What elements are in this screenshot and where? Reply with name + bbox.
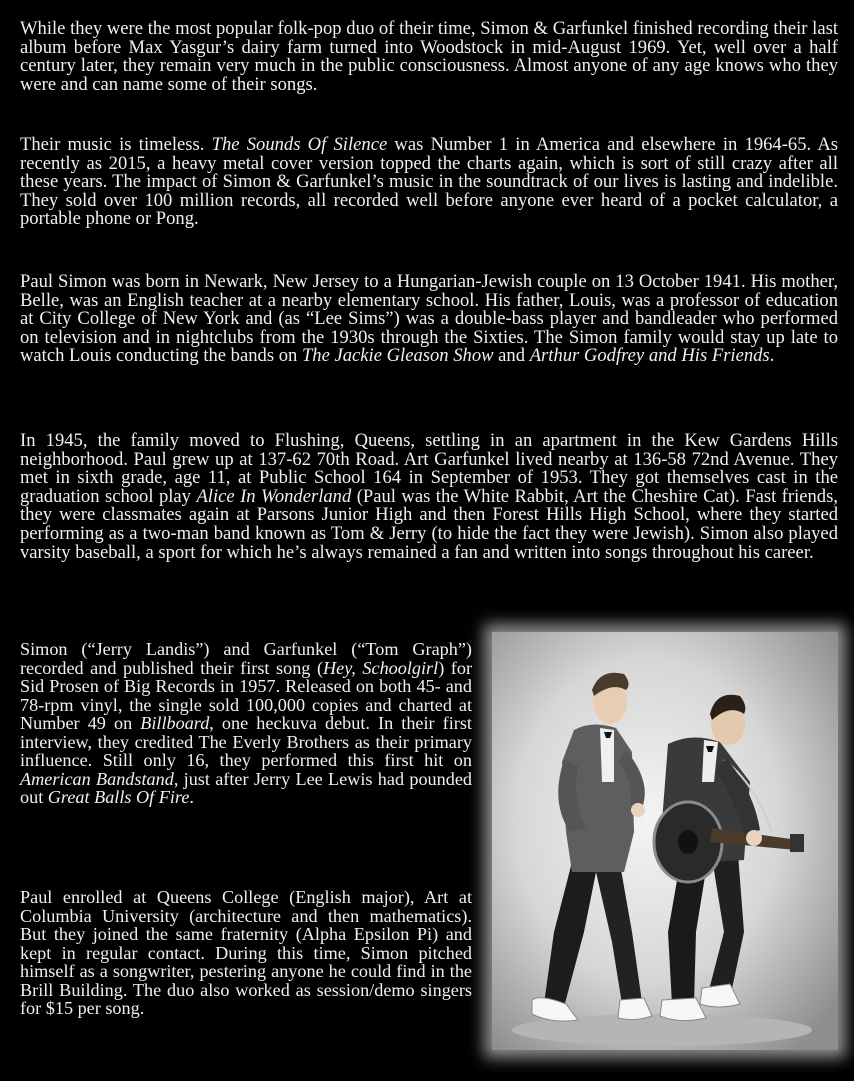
show-title-american-bandstand: American Bandstand (20, 768, 174, 789)
play-title-alice-in-wonderland: Alice In Wonderland (196, 485, 352, 507)
song-title-great-balls-of-fire: Great Balls Of Fire (47, 787, 190, 807)
song-title-hey-schoolgirl: Hey, Schoolgirl (323, 657, 439, 678)
show-title-jackie-gleason: The Jackie Gleason Show (301, 345, 494, 367)
paragraph-first-song (20, 640, 472, 807)
paragraph-queens-childhood (20, 432, 838, 562)
paragraph-text: . (189, 787, 194, 807)
paragraph-text: (Paul was the White Rabbit, Art the Cheshire Cat). Fast friends, they were classmates again at Parsons Junior High and then Forest Hills High School, where they started performing as a two-man band known as Tom & Jerry (to hide the fact they were Jewish). Simon also played varsity baseball, a sport for which he’s always remained a fan and written into songs throughout his career. (20, 485, 838, 563)
paragraph-text: , just after Jerry Lee Lewis had pounded out (20, 768, 472, 807)
show-title-arthur-godfrey: Arthur Godfrey and His Friends (529, 345, 770, 367)
paragraph-text: Paul Simon was born in Newark, New Jersey to a Hungarian-Jewish couple on 13 October 1941. His mother, Belle, was an English teacher at a nearby elementary school. His father, Louis, was a professor of education at City College of New York and (as “Lee Sims”) was a double-bass player and bandleader who performed on television and in nightclubs from the 1930s through the Sixties. The Simon family would stay up late to watch Louis conducting the bands on (20, 271, 838, 367)
paragraph-text: Their music is timeless. (20, 134, 212, 155)
paragraph-text: ) for Sid Prosen of Big Records in 1957. Released on both 45- and 78-rpm vinyl, the single sold 100,000 copies and charted at Number 49 on (20, 657, 473, 733)
paragraph-music-timeless (20, 136, 838, 229)
duo-photo-illustration (492, 632, 838, 1050)
duo-photo (492, 632, 838, 1050)
paragraph-text: was Number 1 in America and elsewhere in 1964-65. As recently as 2015, a heavy metal cover version topped the charts again, which is sort of still crazy after all these years. The impact of Simon & Garfunkel’s music in the soundtrack of our lives is lasting and indelible. They sold over 100 million records, all recorded well before anyone ever heard of a pocket calculator, a portable phone or Pong. (20, 134, 839, 230)
paragraph-text: and (493, 345, 530, 367)
paragraph-college (20, 888, 472, 1018)
paragraph-text: Simon (“Jerry Landis”) and Garfunkel (“Tom Graph”) recorded and published their first song ( (20, 639, 472, 678)
song-title-sounds-of-silence: The Sounds Of Silence (211, 134, 388, 155)
paragraph-text: Paul enrolled at Queens College (English major), Art at Columbia University (architecture and then mathematics). But they joined the same fraternity (Alpha Epsilon Pi) and kept in regular contact. During this time, Simon pitched himself as a songwriter, pestering anyone he could find in the Brill Building. The duo also worked as session/demo singers for $15 per song. (20, 887, 472, 1018)
paragraph-text: , one heckuva debut. In their first interview, they credited The Everly Brothers as their primary influence. Still only 16, they performed this first hit on (20, 713, 472, 770)
paragraph-paul-simon-birth (20, 273, 838, 366)
paragraph-text: In 1945, the family moved to Flushing, Queens, settling in an apartment in the Kew Gardens Hills neighborhood. Paul grew up at 137-62 70th Road. Art Garfunkel lived nearby at 136-58 72nd Avenue. They met in sixth grade, age 11, at Public School 164 in September of 1953. They got themselves cast in the graduation school play (20, 430, 838, 507)
paragraph-intro (20, 20, 838, 94)
paragraph-intro-text: While they were the most popular folk-pop duo of their time, Simon & Garfunkel finished recording their last album before Max Yasgur’s dairy farm turned into Woodstock in mid-August 1969. Yet, well over a half century later, they remain very much in the public consciousness. Almost anyone of any age knows who they were and can name some of their songs. (20, 18, 838, 95)
publication-title-billboard: Billboard (140, 713, 210, 733)
paragraph-text: . (769, 345, 775, 367)
